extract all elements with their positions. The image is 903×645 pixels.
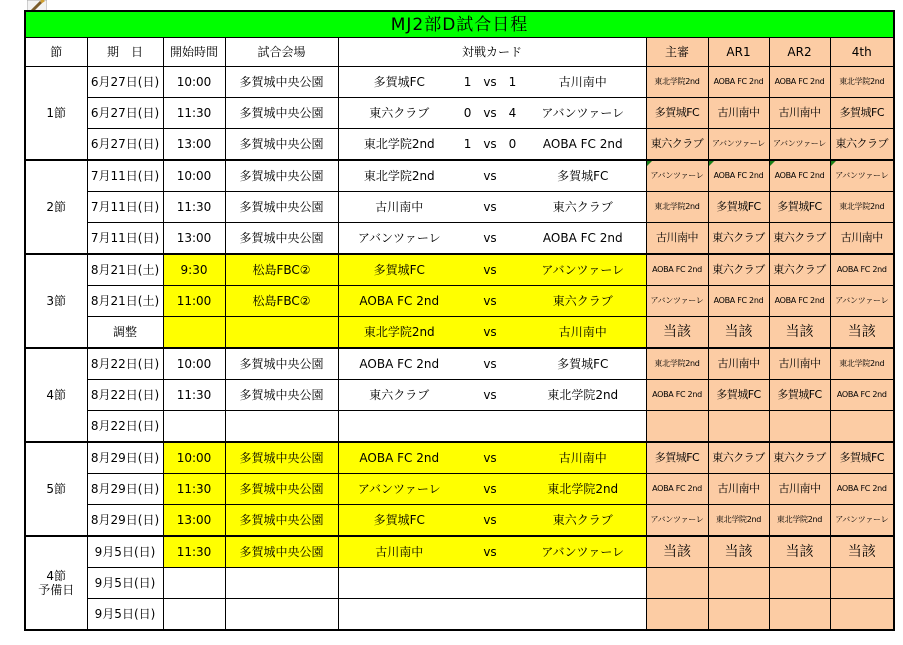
fourth-official-cell: 多賀城FC: [830, 442, 894, 474]
table-row: [25, 129, 894, 161]
fourth-official-cell: [830, 411, 894, 443]
start-time: 10:00: [163, 442, 225, 474]
score: vs: [460, 160, 520, 192]
venue: 多賀城中央公園: [225, 129, 338, 161]
score: vs: [460, 442, 520, 474]
start-time: 10:00: [163, 348, 225, 380]
venue: 多賀城中央公園: [225, 442, 338, 474]
ar2-cell: [769, 599, 830, 631]
referee-cell: 多賀城FC: [646, 442, 708, 474]
away-team: AOBA FC 2nd: [520, 223, 646, 255]
schedule-table: [24, 10, 895, 631]
home-team: 多賀城FC: [338, 67, 460, 98]
score: vs: [460, 192, 520, 223]
match-date: 9月5日(日): [87, 536, 163, 568]
venue: [225, 317, 338, 349]
referee-cell: AOBA FC 2nd: [646, 474, 708, 505]
start-time: [163, 317, 225, 349]
start-time: 10:00: [163, 67, 225, 98]
ar2-cell: 東六クラブ: [769, 223, 830, 255]
referee-cell: アバンツァーレ: [646, 505, 708, 537]
referee-cell: 東六クラブ: [646, 129, 708, 161]
referee-cell: 当該: [646, 317, 708, 349]
ar1-cell: 古川南中: [708, 98, 769, 129]
away-team: 東六クラブ: [520, 505, 646, 537]
away-team: 東六クラブ: [520, 286, 646, 317]
match-date: 6月27日(日): [87, 98, 163, 129]
match-date: 8月22日(日): [87, 380, 163, 411]
venue: 松島FBC②: [225, 286, 338, 317]
fourth-official-cell: アバンツァーレ: [830, 160, 894, 192]
ar2-cell: 東六クラブ: [769, 442, 830, 474]
header-ar2: AR2: [769, 38, 830, 67]
score: 1 vs 1: [460, 67, 520, 98]
away-team: 多賀城FC: [520, 160, 646, 192]
start-time: 13:00: [163, 129, 225, 161]
home-team: 東北学院2nd: [338, 160, 460, 192]
ar2-cell: 当該: [769, 536, 830, 568]
section-label: 2節: [25, 160, 87, 254]
venue: 多賀城中央公園: [225, 98, 338, 129]
table-row: [25, 411, 894, 443]
fourth-official-cell: 当該: [830, 317, 894, 349]
ar1-cell: 当該: [708, 317, 769, 349]
fourth-official-cell: 東北学院2nd: [830, 192, 894, 223]
match-date: 8月21日(土): [87, 254, 163, 286]
away-team: 古川南中: [520, 317, 646, 349]
home-team: 古川南中: [338, 536, 460, 568]
table-row: [25, 442, 894, 474]
fourth-official-cell: 当該: [830, 536, 894, 568]
table-row: [25, 536, 894, 568]
score: 0 vs 4: [460, 98, 520, 129]
away-team: 多賀城FC: [520, 348, 646, 380]
start-time: 11:30: [163, 98, 225, 129]
referee-cell: 東北学院2nd: [646, 348, 708, 380]
match-date: 8月22日(日): [87, 411, 163, 443]
ar1-cell: 当該: [708, 536, 769, 568]
match-date: 8月21日(土): [87, 286, 163, 317]
score: [460, 599, 520, 631]
match-date: 9月5日(日): [87, 568, 163, 599]
venue: 多賀城中央公園: [225, 192, 338, 223]
ar1-cell: 東北学院2nd: [708, 505, 769, 537]
ar2-cell: アバンツァーレ: [769, 129, 830, 161]
away-team: アバンツァーレ: [520, 254, 646, 286]
match-date: 調整: [87, 317, 163, 349]
home-team: [338, 568, 460, 599]
ar1-cell: 東六クラブ: [708, 254, 769, 286]
match-date: 6月27日(日): [87, 129, 163, 161]
ar2-cell: 東北学院2nd: [769, 505, 830, 537]
venue: 多賀城中央公園: [225, 536, 338, 568]
match-date: 8月29日(日): [87, 442, 163, 474]
referee-cell: 多賀城FC: [646, 98, 708, 129]
fourth-official-cell: アバンツァーレ: [830, 505, 894, 537]
section-label: 3節: [25, 254, 87, 348]
home-team: 東北学院2nd: [338, 129, 460, 161]
section-label: 4節: [25, 348, 87, 442]
ar1-cell: アバンツァーレ: [708, 129, 769, 161]
header-match-card: 対戦カード: [338, 38, 646, 67]
table-row: [25, 568, 894, 599]
ar2-cell: AOBA FC 2nd: [769, 160, 830, 192]
start-time: 11:30: [163, 536, 225, 568]
venue: [225, 568, 338, 599]
away-team: 東六クラブ: [520, 192, 646, 223]
referee-cell: 古川南中: [646, 223, 708, 255]
ar1-cell: AOBA FC 2nd: [708, 67, 769, 98]
venue: 多賀城中央公園: [225, 380, 338, 411]
start-time: 13:00: [163, 505, 225, 537]
away-team: [520, 411, 646, 443]
venue: 多賀城中央公園: [225, 474, 338, 505]
venue: 多賀城中央公園: [225, 348, 338, 380]
fourth-official-cell: アバンツァーレ: [830, 286, 894, 317]
match-date: 8月29日(日): [87, 474, 163, 505]
match-date: 7月11日(日): [87, 160, 163, 192]
ar1-cell: 多賀城FC: [708, 380, 769, 411]
ar1-cell: AOBA FC 2nd: [708, 160, 769, 192]
ar1-cell: 古川南中: [708, 474, 769, 505]
start-time: [163, 411, 225, 443]
table-row: [25, 474, 894, 505]
ar1-cell: [708, 599, 769, 631]
start-time: 11:30: [163, 474, 225, 505]
venue: 多賀城中央公園: [225, 67, 338, 98]
header-referee: 主審: [646, 38, 708, 67]
home-team: アバンツァーレ: [338, 474, 460, 505]
home-team: [338, 599, 460, 631]
referee-cell: 当該: [646, 536, 708, 568]
header-ar1: AR1: [708, 38, 769, 67]
ar2-cell: AOBA FC 2nd: [769, 286, 830, 317]
fourth-official-cell: 東北学院2nd: [830, 348, 894, 380]
home-team: AOBA FC 2nd: [338, 442, 460, 474]
start-time: 11:30: [163, 380, 225, 411]
table-row: [25, 505, 894, 537]
referee-cell: アバンツァーレ: [646, 160, 708, 192]
home-team: AOBA FC 2nd: [338, 286, 460, 317]
ar2-cell: 東六クラブ: [769, 254, 830, 286]
ar1-cell: 多賀城FC: [708, 192, 769, 223]
home-team: 東六クラブ: [338, 380, 460, 411]
home-team: アバンツァーレ: [338, 223, 460, 255]
ar2-cell: [769, 411, 830, 443]
away-team: 古川南中: [520, 442, 646, 474]
start-time: 13:00: [163, 223, 225, 255]
away-team: [520, 568, 646, 599]
ar2-cell: 古川南中: [769, 348, 830, 380]
venue: [225, 411, 338, 443]
match-date: 8月22日(日): [87, 348, 163, 380]
match-date: 8月29日(日): [87, 505, 163, 537]
venue: 多賀城中央公園: [225, 505, 338, 537]
schedule-title: MJ2部D試合日程: [25, 11, 894, 38]
match-date: 9月5日(日): [87, 599, 163, 631]
table-row: [25, 348, 894, 380]
ar2-cell: 当該: [769, 317, 830, 349]
score: vs: [460, 286, 520, 317]
score: vs: [460, 380, 520, 411]
home-team: 東北学院2nd: [338, 317, 460, 349]
table-row: [25, 67, 894, 98]
start-time: [163, 599, 225, 631]
home-team: AOBA FC 2nd: [338, 348, 460, 380]
table-row: [25, 599, 894, 631]
section-label: 1節: [25, 67, 87, 161]
start-time: 9:30: [163, 254, 225, 286]
section-label: 4節 予備日: [25, 536, 87, 630]
away-team: アバンツァーレ: [520, 536, 646, 568]
fourth-official-cell: 東六クラブ: [830, 129, 894, 161]
score: vs: [460, 505, 520, 537]
away-team: 古川南中: [520, 67, 646, 98]
ar2-cell: [769, 568, 830, 599]
table-row: [25, 192, 894, 223]
start-time: 11:30: [163, 192, 225, 223]
fourth-official-cell: 多賀城FC: [830, 98, 894, 129]
header-venue: 試合会場: [225, 38, 338, 67]
ar2-cell: 古川南中: [769, 474, 830, 505]
match-date: 6月27日(日): [87, 67, 163, 98]
ar2-cell: AOBA FC 2nd: [769, 67, 830, 98]
venue: 多賀城中央公園: [225, 223, 338, 255]
header-section: 節: [25, 38, 87, 67]
ar1-cell: 東六クラブ: [708, 442, 769, 474]
score: 1 vs 0: [460, 129, 520, 161]
venue: [225, 599, 338, 631]
home-team: [338, 411, 460, 443]
header-start-time: 開始時間: [163, 38, 225, 67]
table-row: [25, 223, 894, 255]
table-row: [25, 254, 894, 286]
away-team: [520, 599, 646, 631]
home-team: 多賀城FC: [338, 505, 460, 537]
ar2-cell: 古川南中: [769, 98, 830, 129]
referee-cell: 東北学院2nd: [646, 192, 708, 223]
fourth-official-cell: [830, 568, 894, 599]
header-fourth: 4th: [830, 38, 894, 67]
table-row: [25, 160, 894, 192]
score: vs: [460, 223, 520, 255]
fourth-official-cell: 東北学院2nd: [830, 67, 894, 98]
referee-cell: [646, 568, 708, 599]
ar1-cell: 古川南中: [708, 348, 769, 380]
away-team: 東北学院2nd: [520, 380, 646, 411]
fourth-official-cell: AOBA FC 2nd: [830, 380, 894, 411]
score: [460, 568, 520, 599]
ar2-cell: 多賀城FC: [769, 192, 830, 223]
score: vs: [460, 348, 520, 380]
ar1-cell: AOBA FC 2nd: [708, 286, 769, 317]
fourth-official-cell: 古川南中: [830, 223, 894, 255]
venue: 松島FBC②: [225, 254, 338, 286]
home-team: 多賀城FC: [338, 254, 460, 286]
score: vs: [460, 536, 520, 568]
ar1-cell: [708, 411, 769, 443]
away-team: 東北学院2nd: [520, 474, 646, 505]
fourth-official-cell: AOBA FC 2nd: [830, 474, 894, 505]
referee-cell: 東北学院2nd: [646, 67, 708, 98]
ar1-cell: 東六クラブ: [708, 223, 769, 255]
table-row: [25, 286, 894, 317]
score: vs: [460, 254, 520, 286]
match-date: 7月11日(日): [87, 223, 163, 255]
table-row: [25, 380, 894, 411]
fourth-official-cell: [830, 599, 894, 631]
away-team: AOBA FC 2nd: [520, 129, 646, 161]
home-team: 古川南中: [338, 192, 460, 223]
table-row: [25, 98, 894, 129]
referee-cell: [646, 599, 708, 631]
referee-cell: AOBA FC 2nd: [646, 254, 708, 286]
score: [460, 411, 520, 443]
section-label: 5節: [25, 442, 87, 536]
start-time: [163, 568, 225, 599]
venue: 多賀城中央公園: [225, 160, 338, 192]
table-row: [25, 317, 894, 349]
referee-cell: AOBA FC 2nd: [646, 380, 708, 411]
ar1-cell: [708, 568, 769, 599]
match-date: 7月11日(日): [87, 192, 163, 223]
start-time: 11:00: [163, 286, 225, 317]
home-team: 東六クラブ: [338, 98, 460, 129]
ar2-cell: 多賀城FC: [769, 380, 830, 411]
fourth-official-cell: AOBA FC 2nd: [830, 254, 894, 286]
score: vs: [460, 317, 520, 349]
start-time: 10:00: [163, 160, 225, 192]
referee-cell: アバンツァーレ: [646, 286, 708, 317]
header-date: 期 日: [87, 38, 163, 67]
score: vs: [460, 474, 520, 505]
referee-cell: [646, 411, 708, 443]
away-team: アバンツァーレ: [520, 98, 646, 129]
